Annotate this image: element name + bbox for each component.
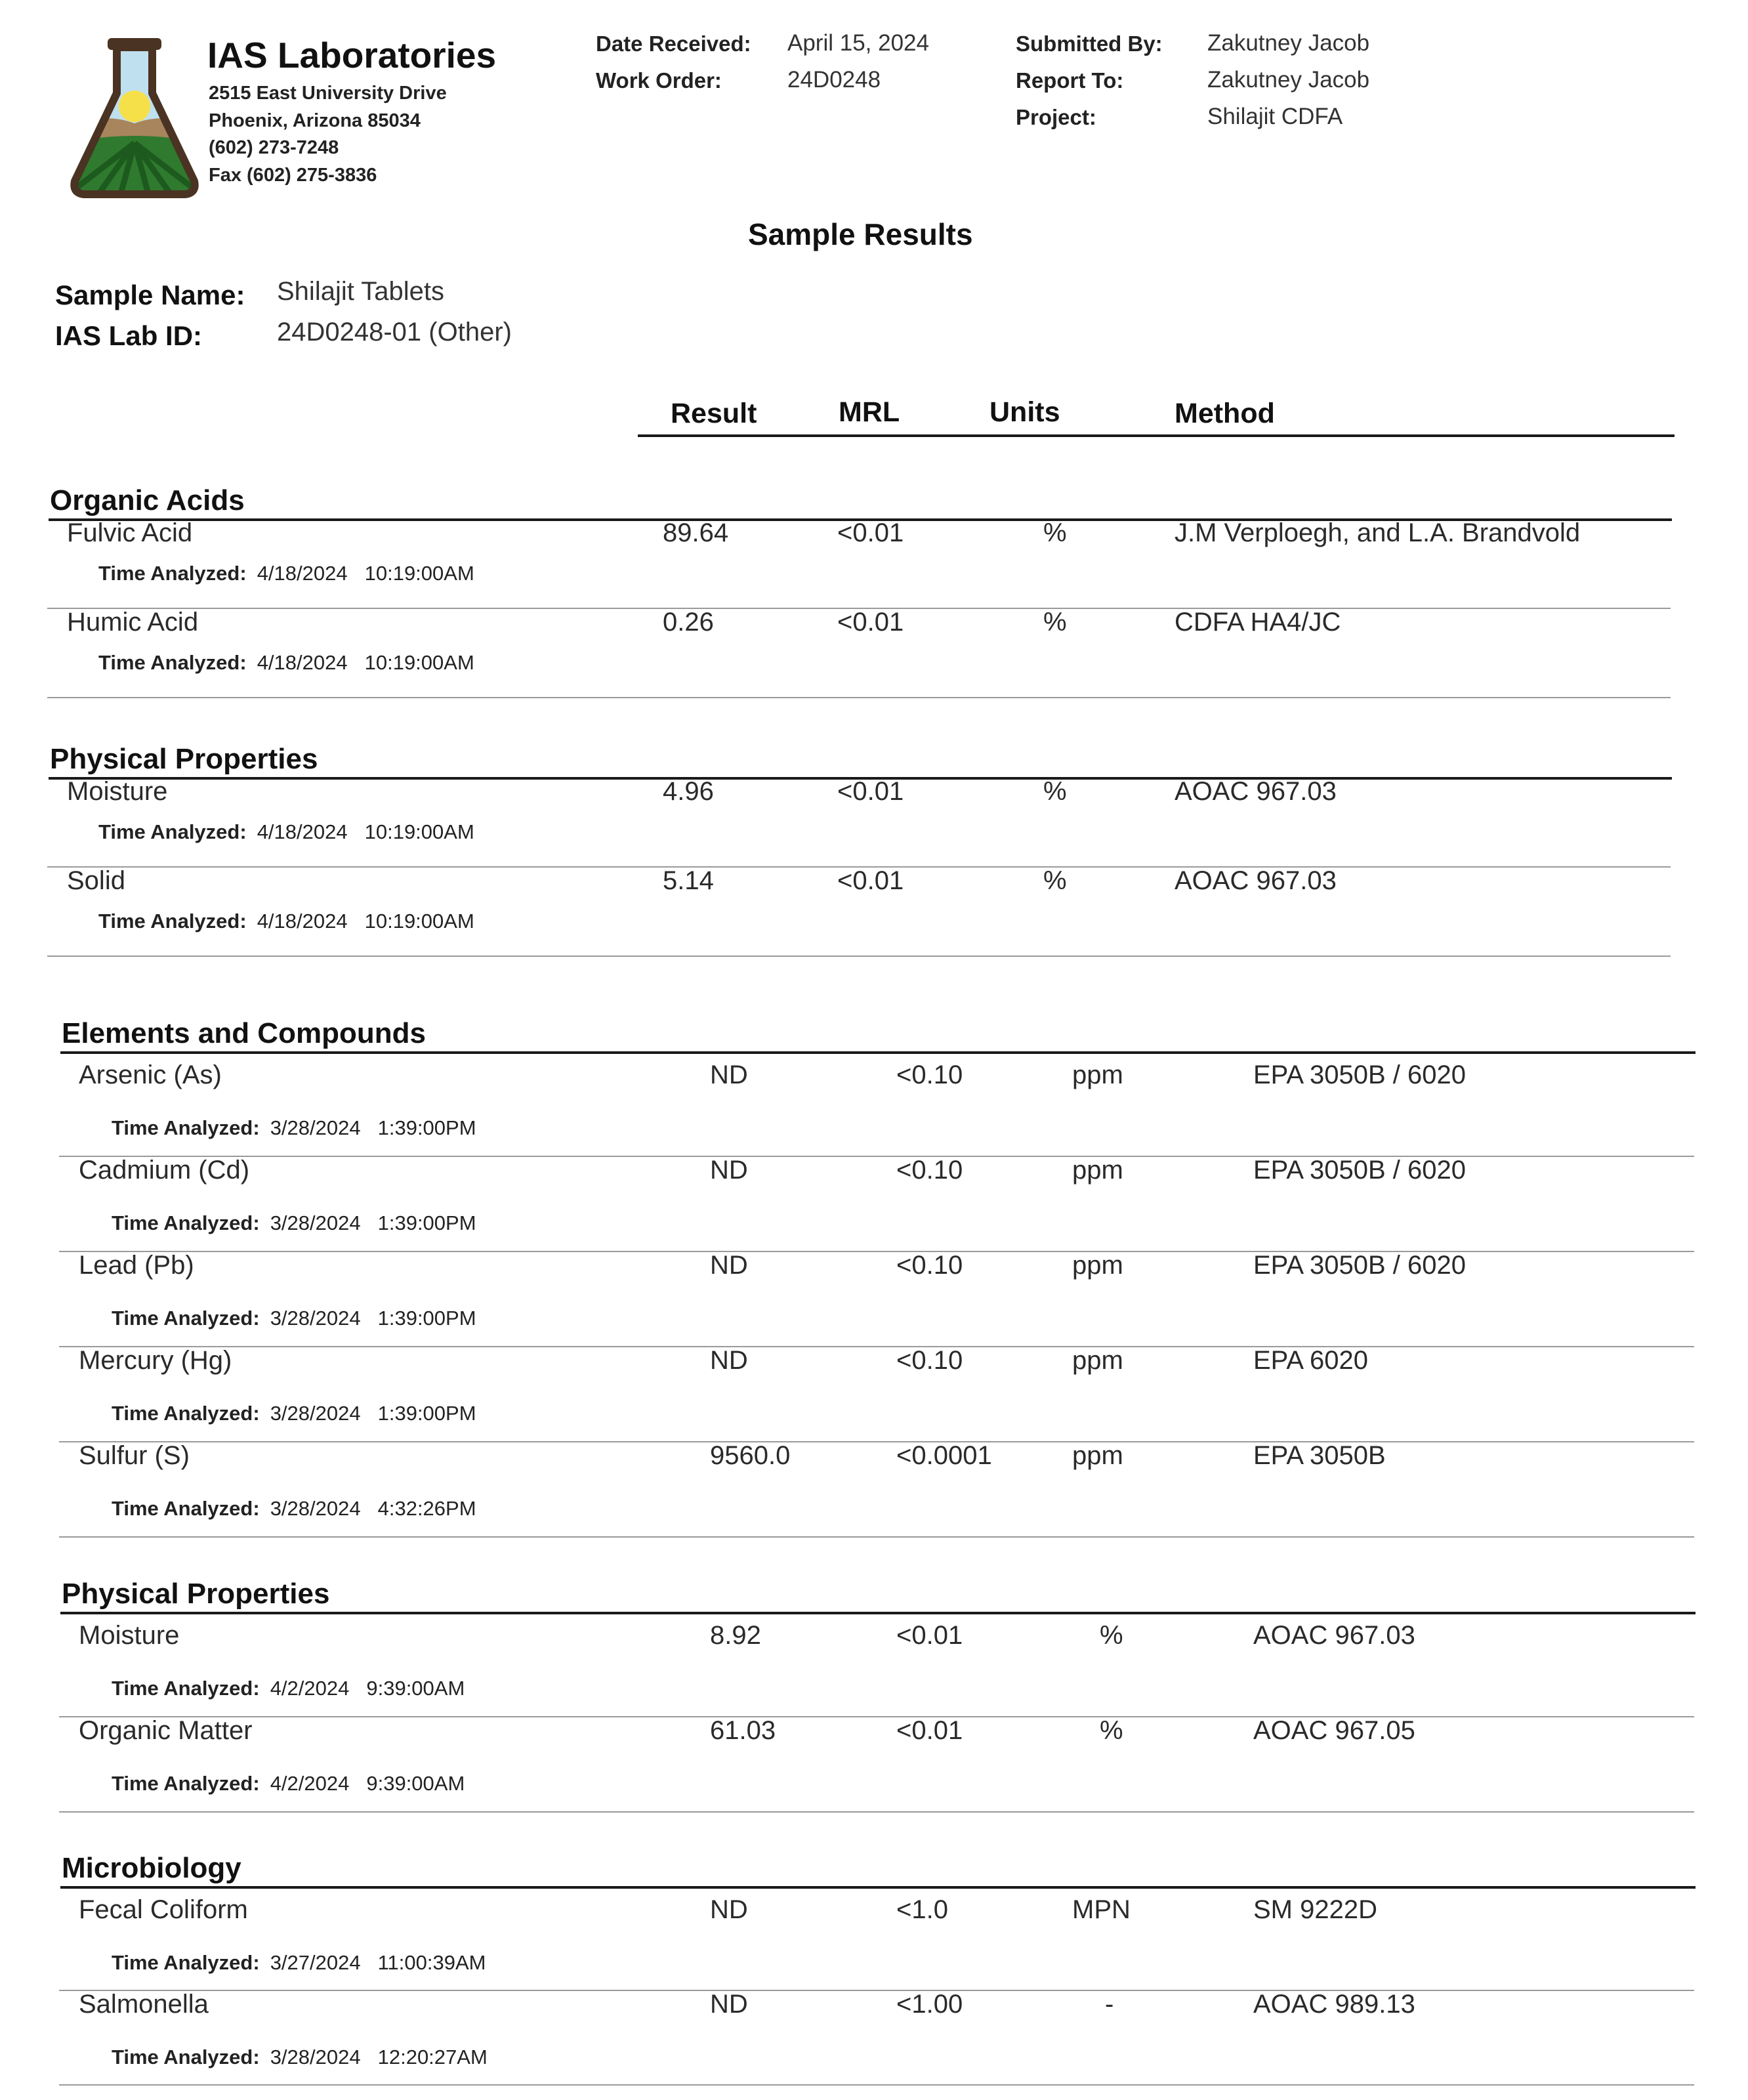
time-analyzed: [112, 1497, 476, 1521]
method-value: AOAC 967.03: [1175, 866, 1337, 895]
units-value: %: [1043, 866, 1067, 895]
mrl-value: <0.10: [896, 1346, 963, 1375]
time-analyzed: [98, 820, 474, 844]
row-separator: [59, 1441, 1694, 1442]
lab-address-line2: Phoenix, Arizona 85034: [209, 110, 421, 131]
units-value: %: [1100, 1716, 1123, 1745]
column-header-result: Result: [671, 398, 757, 429]
time-analyzed: [112, 1677, 465, 1700]
result-value: ND: [710, 1060, 748, 1089]
method-value: EPA 3050B: [1253, 1441, 1386, 1470]
time-analyzed: [112, 1951, 486, 1975]
method-value: EPA 3050B / 6020: [1253, 1251, 1466, 1280]
lab-id-value: 24D0248-01 (Other): [277, 318, 512, 346]
result-value: 9560.0: [710, 1441, 791, 1470]
lab-id-label: IAS Lab ID:: [55, 320, 203, 351]
method-value: AOAC 967.03: [1253, 1621, 1415, 1650]
section-title: Microbiology: [62, 1852, 241, 1884]
time-analyzed-date: 4/2/2024: [270, 1677, 350, 1700]
time-analyzed-time: 12:20:27AM: [377, 2046, 488, 2068]
units-value: -: [1105, 1990, 1114, 2019]
lab-name: IAS Laboratories: [207, 35, 497, 75]
time-analyzed-label: Time Analyzed:: [112, 1497, 260, 1520]
method-value: CDFA HA4/JC: [1175, 608, 1341, 637]
units-value: ppm: [1072, 1060, 1123, 1089]
units-value: ppm: [1072, 1156, 1123, 1185]
lab-logo-icon: [66, 33, 203, 203]
result-value: ND: [710, 1895, 748, 1924]
time-analyzed-date: 3/27/2024: [270, 1951, 361, 1974]
time-analyzed-time: 10:19:00AM: [364, 910, 474, 933]
time-analyzed-label: Time Analyzed:: [98, 651, 247, 674]
time-analyzed-label: Time Analyzed:: [112, 1772, 260, 1795]
row-separator: [59, 1811, 1694, 1813]
mrl-value: <0.01: [837, 608, 904, 637]
time-analyzed-label: Time Analyzed:: [112, 1951, 260, 1974]
work-order-label: Work Order:: [596, 68, 722, 93]
time-analyzed-label: Time Analyzed:: [112, 2046, 260, 2068]
result-value: ND: [710, 1251, 748, 1280]
time-analyzed-time: 11:00:39AM: [377, 1951, 486, 1974]
units-value: %: [1043, 518, 1067, 547]
row-separator: [59, 1716, 1694, 1717]
row-separator: [47, 697, 1671, 698]
analyte-name: Organic Matter: [79, 1716, 253, 1745]
column-header-method: Method: [1175, 398, 1275, 429]
analyte-name: Cadmium (Cd): [79, 1156, 250, 1185]
analyte-name: Mercury (Hg): [79, 1346, 232, 1375]
mrl-value: <1.00: [896, 1990, 963, 2019]
mrl-value: <0.10: [896, 1060, 963, 1089]
time-analyzed-time: 10:19:00AM: [364, 562, 474, 585]
result-value: 61.03: [710, 1716, 776, 1745]
analyte-name: Moisture: [79, 1621, 180, 1650]
submitted-by-label: Submitted By:: [1016, 32, 1163, 56]
row-separator: [59, 1536, 1694, 1538]
time-analyzed-time: 1:39:00PM: [377, 1116, 476, 1139]
analyte-name: Fecal Coliform: [79, 1895, 248, 1924]
lab-fax: Fax (602) 275-3836: [209, 165, 377, 186]
time-analyzed-label: Time Analyzed:: [98, 562, 247, 585]
time-analyzed-label: Time Analyzed:: [98, 820, 247, 843]
column-header-rule: [638, 434, 1675, 437]
section-title: Organic Acids: [50, 484, 245, 516]
analyte-name: Solid: [67, 866, 125, 895]
time-analyzed: [112, 1772, 465, 1796]
time-analyzed: [112, 1402, 476, 1425]
result-value: ND: [710, 1346, 748, 1375]
analyte-name: Moisture: [67, 777, 168, 806]
mrl-value: <0.10: [896, 1251, 963, 1280]
row-separator: [47, 956, 1671, 957]
time-analyzed: [98, 651, 474, 675]
mrl-value: <0.10: [896, 1156, 963, 1185]
time-analyzed: [112, 1211, 476, 1235]
method-value: AOAC 967.03: [1175, 777, 1337, 806]
date-received-label: Date Received:: [596, 32, 751, 56]
result-value: 0.26: [663, 608, 714, 637]
time-analyzed-date: 3/28/2024: [270, 1116, 361, 1139]
time-analyzed: [98, 910, 474, 933]
report-to-value: Zakutney Jacob: [1207, 67, 1370, 93]
units-value: MPN: [1072, 1895, 1131, 1924]
mrl-value: <0.01: [837, 866, 904, 895]
time-analyzed: [112, 2046, 488, 2069]
lab-phone: (602) 273-7248: [209, 137, 339, 158]
result-value: 89.64: [663, 518, 729, 547]
analyte-name: Lead (Pb): [79, 1251, 194, 1280]
time-analyzed-label: Time Analyzed:: [112, 1116, 260, 1139]
section-rule: [60, 1886, 1696, 1889]
time-analyzed-label: Time Analyzed:: [112, 1211, 260, 1234]
time-analyzed-time: 4:32:26PM: [377, 1497, 476, 1520]
mrl-value: <0.01: [837, 777, 904, 806]
time-analyzed-date: 4/18/2024: [257, 651, 348, 674]
row-separator: [59, 2084, 1694, 2086]
analyte-name: Sulfur (S): [79, 1441, 190, 1470]
units-value: %: [1043, 608, 1067, 637]
method-value: J.M Verploegh, and L.A. Brandvold: [1175, 518, 1581, 547]
method-value: AOAC 989.13: [1253, 1990, 1415, 2019]
project-value: Shilajit CDFA: [1207, 104, 1343, 129]
time-analyzed-time: 10:19:00AM: [364, 820, 474, 843]
time-analyzed-time: 9:39:00AM: [366, 1677, 465, 1700]
column-header-mrl: MRL: [839, 396, 900, 428]
time-analyzed-time: 1:39:00PM: [377, 1402, 476, 1425]
result-value: ND: [710, 1156, 748, 1185]
section-title: Physical Properties: [62, 1578, 330, 1610]
date-received-value: April 15, 2024: [787, 30, 929, 56]
time-analyzed-label: Time Analyzed:: [112, 1307, 260, 1330]
method-value: AOAC 967.05: [1253, 1716, 1415, 1745]
time-analyzed-date: 4/2/2024: [270, 1772, 350, 1795]
time-analyzed: [98, 562, 474, 585]
time-analyzed-label: Time Analyzed:: [112, 1402, 260, 1425]
time-analyzed-time: 1:39:00PM: [377, 1307, 476, 1330]
page-title: Sample Results: [748, 217, 973, 251]
result-value: 5.14: [663, 866, 714, 895]
time-analyzed-date: 3/28/2024: [270, 1497, 361, 1520]
work-order-value: 24D0248: [787, 67, 881, 93]
mrl-value: <0.0001: [896, 1441, 992, 1470]
result-value: 8.92: [710, 1621, 761, 1650]
method-value: SM 9222D: [1253, 1895, 1377, 1924]
project-label: Project:: [1016, 105, 1096, 129]
report-to-label: Report To:: [1016, 68, 1124, 93]
units-value: ppm: [1072, 1251, 1123, 1280]
time-analyzed-time: 1:39:00PM: [377, 1211, 476, 1234]
submitted-by-value: Zakutney Jacob: [1207, 30, 1370, 56]
mrl-value: <0.01: [896, 1621, 963, 1650]
time-analyzed-time: 9:39:00AM: [366, 1772, 465, 1795]
row-separator: [59, 1346, 1694, 1347]
sample-name-label: Sample Name:: [55, 280, 245, 310]
section-title: Physical Properties: [50, 743, 318, 775]
row-separator: [59, 1990, 1694, 1991]
section-rule: [60, 1612, 1696, 1614]
result-value: 4.96: [663, 777, 714, 806]
time-analyzed-date: 4/18/2024: [257, 910, 348, 933]
mrl-value: <1.0: [896, 1895, 948, 1924]
time-analyzed-time: 10:19:00AM: [364, 651, 474, 674]
time-analyzed-date: 3/28/2024: [270, 1307, 361, 1330]
mrl-value: <0.01: [837, 518, 904, 547]
units-value: %: [1043, 777, 1067, 806]
time-analyzed-label: Time Analyzed:: [98, 910, 247, 933]
method-value: EPA 3050B / 6020: [1253, 1156, 1466, 1185]
method-value: EPA 3050B / 6020: [1253, 1060, 1466, 1089]
result-value: ND: [710, 1990, 748, 2019]
time-analyzed-label: Time Analyzed:: [112, 1677, 260, 1700]
units-value: ppm: [1072, 1346, 1123, 1375]
method-value: EPA 6020: [1253, 1346, 1368, 1375]
section-title: Elements and Compounds: [62, 1017, 426, 1049]
section-rule: [60, 1051, 1696, 1054]
time-analyzed-date: 4/18/2024: [257, 820, 348, 843]
lab-address-line1: 2515 East University Drive: [209, 83, 447, 104]
mrl-value: <0.01: [896, 1716, 963, 1745]
sample-name-value: Shilajit Tablets: [277, 277, 444, 306]
time-analyzed-date: 4/18/2024: [257, 562, 348, 585]
time-analyzed-date: 3/28/2024: [270, 1402, 361, 1425]
units-value: %: [1100, 1621, 1123, 1650]
time-analyzed-date: 3/28/2024: [270, 1211, 361, 1234]
analyte-name: Salmonella: [79, 1990, 209, 2019]
time-analyzed: [112, 1307, 476, 1330]
column-header-units: Units: [989, 396, 1060, 428]
time-analyzed-date: 3/28/2024: [270, 2046, 361, 2068]
analyte-name: Arsenic (As): [79, 1060, 222, 1089]
analyte-name: Fulvic Acid: [67, 518, 193, 547]
units-value: ppm: [1072, 1441, 1123, 1470]
analyte-name: Humic Acid: [67, 608, 199, 637]
time-analyzed: [112, 1116, 476, 1140]
